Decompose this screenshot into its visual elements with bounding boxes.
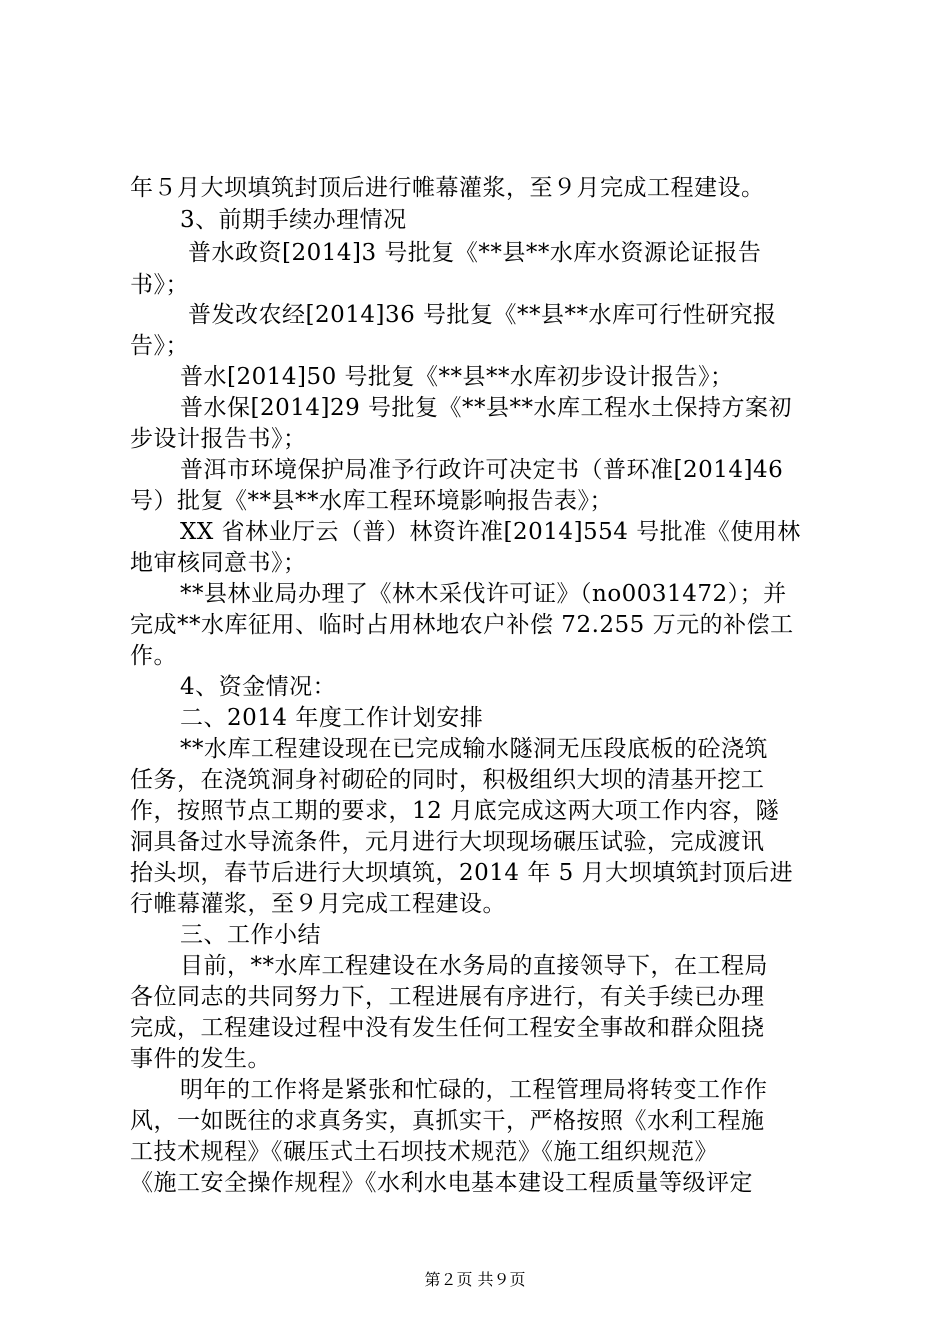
text-line: 书》； — [130, 272, 189, 298]
text-line: 《施工安全操作规程》《水利水电基本建设工程质量等级评定 — [130, 1170, 753, 1196]
text-line: 工技术规程》《碾压式土石坝技术规范》《施工组织规范》 — [130, 1139, 718, 1165]
text-line: 风，一如既往的求真务实，真抓实干，严格按照《水利工程施 — [130, 1108, 765, 1134]
text-line: 目前，**水库工程建设在水务局的直接领导下，在工程局 — [180, 953, 768, 979]
text-line: 年５月大坝填筑封顶后进行帷幕灌浆，至９月完成工程建设。 — [130, 175, 765, 201]
text-line: 步设计报告书》； — [130, 426, 307, 452]
text-line: XX 省林业厅云（普）林资许准[2014]554 号批准《使用林 — [180, 519, 801, 545]
text-line: 任务，在浇筑洞身衬砌砼的同时，积极组织大坝的清基开挖工 — [130, 767, 765, 793]
text-line: **水库工程建设现在已完成输水隧洞无压段底板的砼浇筑 — [180, 736, 768, 762]
text-line: 抬头坝，春节后进行大坝填筑，2014 年 5 月大坝填筑封顶后进 — [130, 860, 794, 886]
text-line: 事件的发生。 — [130, 1046, 271, 1072]
text-line: 洞具备过水导流条件，元月进行大坝现场碾压试验，完成渡讯 — [130, 829, 765, 855]
text-line: 4、资金情况： — [180, 674, 337, 700]
text-line: 普水保[2014]29 号批复《**县**水库工程水土保持方案初 — [180, 395, 793, 421]
text-line: **县林业局办理了《林木采伐许可证》（no0031472）；并 — [180, 581, 787, 607]
text-line: 作。 — [130, 643, 177, 669]
text-line: 3、前期手续办理情况 — [180, 207, 407, 233]
text-line: 各位同志的共同努力下，工程进展有序进行，有关手续已办理 — [130, 984, 765, 1010]
text-line: 地审核同意书》； — [130, 550, 307, 576]
text-line: 二、2014 年度工作计划安排 — [180, 705, 484, 731]
page-footer: 第２页 共９页 — [424, 1270, 526, 1289]
text-line: 告》； — [130, 333, 189, 359]
text-line: 作，按照节点工期的要求，12 月底完成这两大项工作内容，隧 — [130, 798, 780, 824]
text-line: 完成，工程建设过程中没有发生任何工程安全事故和群众阻挠 — [130, 1015, 765, 1041]
text-line: 明年的工作将是紧张和忙碌的，工程管理局将转变工作作 — [180, 1077, 768, 1103]
text-line: 行帷幕灌浆，至９月完成工程建设。 — [130, 891, 506, 917]
text-line: 普洱市环境保护局准予行政许可决定书（普环准[2014]46 — [180, 457, 784, 483]
text-line: 普发改农经[2014]36 号批复《**县**水库可行性研究报 — [188, 302, 777, 328]
text-line: 普水政资[2014]3 号批复《**县**水库水资源论证报告 — [188, 240, 762, 266]
text-line: 三、工作小结 — [180, 922, 321, 948]
text-line: 号）批复《**县**水库工程环境影响报告表》； — [130, 488, 613, 514]
text-line: 完成**水库征用、临时占用林地农户补偿 72.255 万元的补偿工 — [130, 612, 794, 638]
text-line: 普水[2014]50 号批复《**县**水库初步设计报告》； — [180, 364, 734, 390]
